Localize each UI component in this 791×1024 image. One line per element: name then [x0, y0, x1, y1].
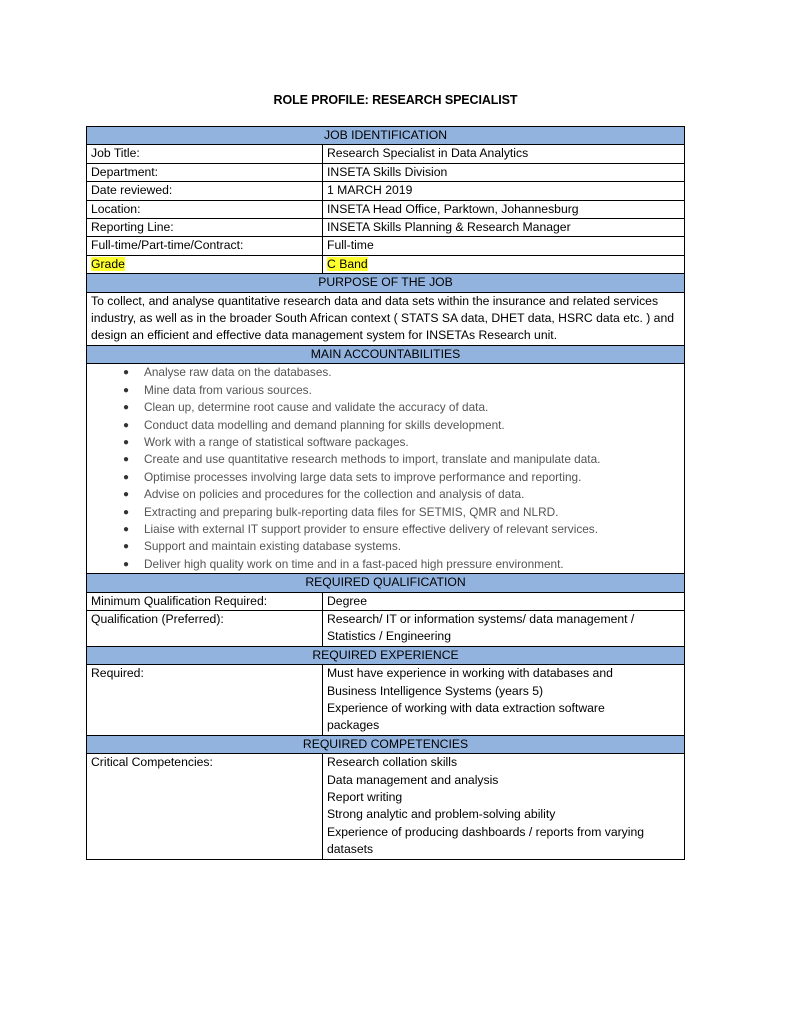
grade-value-cell	[323, 255, 685, 273]
table-row	[87, 163, 685, 181]
grade-label-cell	[87, 255, 323, 273]
bullet-icon: ●	[123, 419, 130, 431]
list-item: ● Optimise processes involving large data sets to improve performance and reporting.	[144, 469, 680, 486]
location-value: INSETA Head Office, Parktown, Johannesburg	[323, 200, 685, 218]
job-title-value: Research Specialist in Data Analytics	[323, 145, 685, 163]
preferred-qualification-value: Research/ IT or information systems/ data management / Statistics / Engineering	[323, 610, 685, 646]
table-row	[87, 182, 685, 200]
competencies-header: REQUIRED COMPETENCIES	[87, 735, 685, 753]
list-item: ● Extracting and preparing bulk-reporting data files for SETMIS, QMR and NLRD.	[144, 504, 680, 521]
location-label: Location:	[87, 200, 323, 218]
table-row	[87, 200, 685, 218]
section-header-row	[87, 345, 685, 363]
competencies-label: Critical Competencies:	[87, 754, 323, 859]
employment-type-value: Full-time	[323, 237, 685, 255]
grade-label: Grade	[91, 256, 125, 271]
date-reviewed-value: 1 MARCH 2019	[323, 182, 685, 200]
section-header-row	[87, 646, 685, 664]
list-item: ● Support and maintain existing database systems.	[144, 538, 680, 555]
min-qualification-label: Minimum Qualification Required:	[87, 592, 323, 610]
table-row	[87, 754, 685, 859]
grade-value: C Band	[327, 256, 368, 271]
min-qualification-value: Degree	[323, 592, 685, 610]
list-item: ● Create and use quantitative research methods to import, translate and manipulate data.	[144, 451, 680, 468]
bullet-icon: ●	[123, 523, 130, 535]
bullet-icon: ●	[123, 402, 130, 414]
table-row	[87, 364, 685, 574]
purpose-header: PURPOSE OF THE JOB	[87, 274, 685, 292]
list-item: ● Clean up, determine root cause and validate the accuracy of data.	[144, 399, 680, 416]
reporting-line-label: Reporting Line:	[87, 219, 323, 237]
competencies-value: Research collation skills Data management and analysis Report writing Strong analytic and problem-solving ability Experience of producing dashboards / reports from varying datasets	[323, 754, 685, 859]
job-identification-header: JOB IDENTIFICATION	[87, 127, 685, 145]
table-row	[87, 255, 685, 273]
list-item: ● Work with a range of statistical software packages.	[144, 434, 680, 451]
accountabilities-list	[91, 364, 680, 573]
bullet-icon: ●	[123, 454, 130, 466]
bullet-icon: ●	[123, 489, 130, 501]
reporting-line-value: INSETA Skills Planning & Research Manager	[323, 219, 685, 237]
bullet-icon: ●	[123, 367, 130, 379]
experience-label: Required:	[87, 665, 323, 736]
table-row	[87, 237, 685, 255]
bullet-icon: ●	[123, 541, 130, 553]
list-item: ● Advise on policies and procedures for the collection and analysis of data.	[144, 486, 680, 503]
document-title: ROLE PROFILE: RESEARCH SPECIALIST	[273, 93, 518, 107]
section-header-row	[87, 127, 685, 145]
purpose-text: To collect, and analyse quantitative research data and data sets within the insurance and related services industry, as well as in the broader South African context ( STATS SA data, DHET data, HSRC data etc. ) and design an efficient and effective data management system for INSETAs Research unit.	[87, 292, 685, 345]
experience-header: REQUIRED EXPERIENCE	[87, 646, 685, 664]
section-header-row	[87, 735, 685, 753]
table-row	[87, 665, 685, 736]
employment-type-label: Full-time/Part-time/Contract:	[87, 237, 323, 255]
list-item: ● Liaise with external IT support provider to ensure effective delivery of relevant services.	[144, 521, 680, 538]
section-header-row	[87, 274, 685, 292]
table-row	[87, 292, 685, 345]
department-value: INSETA Skills Division	[323, 163, 685, 181]
role-profile-table	[86, 126, 685, 860]
accountabilities-header: MAIN ACCOUNTABILITIES	[87, 345, 685, 363]
table-row	[87, 592, 685, 610]
list-item: ● Conduct data modelling and demand planning for skills development.	[144, 417, 680, 434]
bullet-icon: ●	[123, 506, 130, 518]
qualification-header: REQUIRED QUALIFICATION	[87, 574, 685, 592]
section-header-row	[87, 574, 685, 592]
job-title-label: Job Title:	[87, 145, 323, 163]
bullet-icon: ●	[123, 384, 130, 396]
table-row	[87, 610, 685, 646]
table-row	[87, 219, 685, 237]
list-item: ● Mine data from various sources.	[144, 382, 680, 399]
experience-value: Must have experience in working with databases and Business Intelligence Systems (years 5) Experience of working with data extraction software packages	[323, 665, 685, 736]
date-reviewed-label: Date reviewed:	[87, 182, 323, 200]
accountabilities-cell	[87, 364, 685, 574]
department-label: Department:	[87, 163, 323, 181]
bullet-icon: ●	[123, 436, 130, 448]
list-item: ● Deliver high quality work on time and in a fast-paced high pressure environment.	[144, 556, 680, 573]
bullet-icon: ●	[123, 471, 130, 483]
preferred-qualification-label: Qualification (Preferred):	[87, 610, 323, 646]
bullet-icon: ●	[123, 558, 130, 570]
list-item: ● Analyse raw data on the databases.	[144, 364, 680, 381]
table-row	[87, 145, 685, 163]
